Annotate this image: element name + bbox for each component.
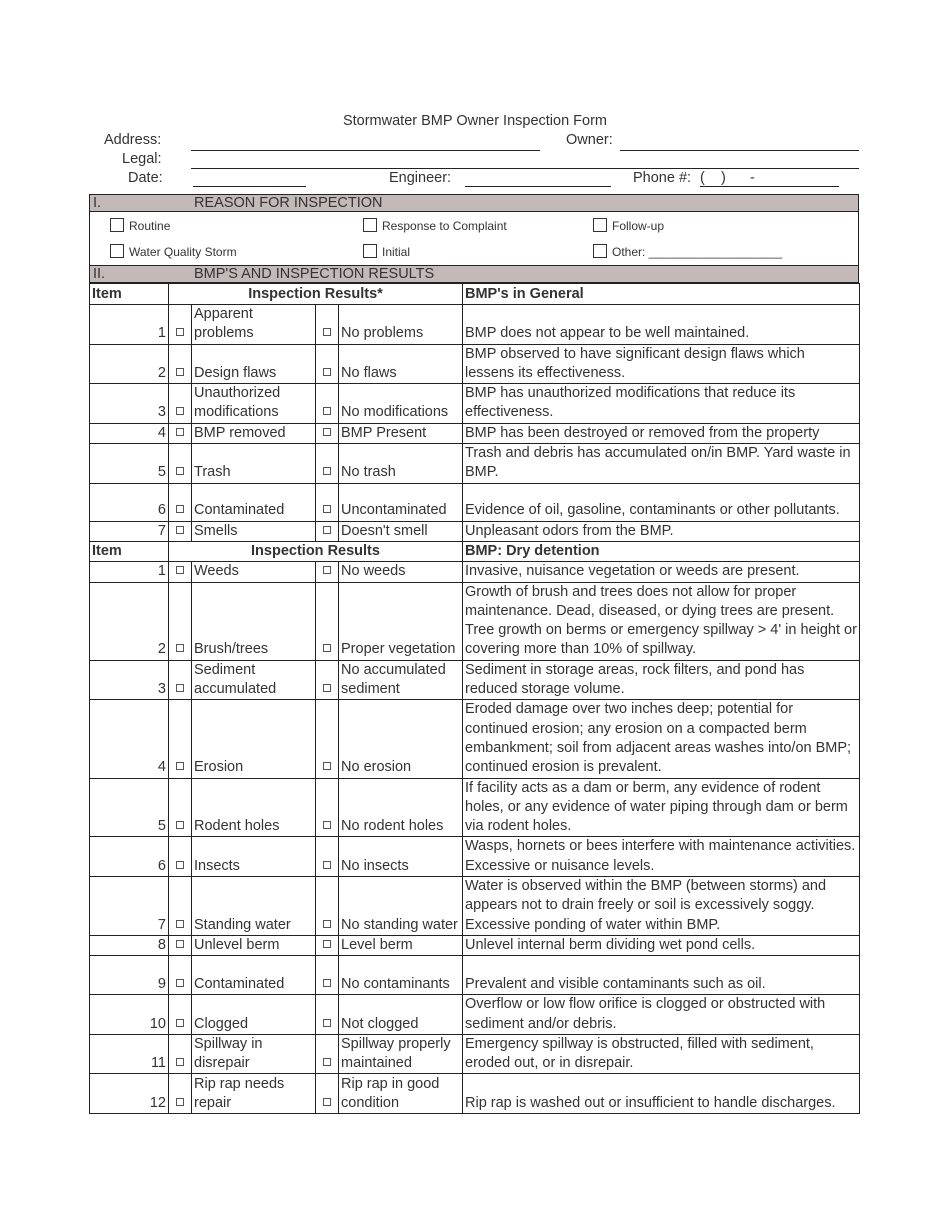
description: Invasive, nuisance vegetation or weeds are present.	[463, 562, 860, 582]
table-row	[90, 521, 860, 541]
item-number: 3	[90, 384, 169, 424]
table-row	[90, 778, 860, 837]
checkbox-icon[interactable]	[363, 218, 377, 232]
checkbox-icon[interactable]	[176, 762, 184, 770]
owner-field[interactable]	[620, 150, 859, 151]
ok-label: No rodent holes	[339, 778, 463, 837]
description: Eroded damage over two inches deep; potential for continued erosion; any erosion on a compacted berm embankment; soil from adjacent areas washes into/on BMP; continued erosion is prevalent.	[463, 700, 860, 778]
checkbox-icon[interactable]	[176, 821, 184, 829]
table-row	[90, 423, 860, 443]
checkbox-ok[interactable]	[316, 956, 339, 995]
ok-label: No trash	[339, 444, 463, 484]
phone-field[interactable]: ( ) -	[700, 170, 839, 187]
item-number: 5	[90, 444, 169, 484]
checkbox-icon[interactable]	[323, 1098, 331, 1106]
checkbox-ok[interactable]	[316, 423, 339, 443]
results-header: Inspection Results	[169, 541, 463, 561]
table-row	[90, 877, 860, 936]
checkbox-icon[interactable]	[323, 940, 331, 948]
table-row	[90, 444, 860, 484]
checkbox-icon[interactable]	[323, 368, 331, 376]
description: Unpleasant odors from the BMP.	[463, 521, 860, 541]
item-number: 8	[90, 935, 169, 955]
item-number: 1	[90, 305, 169, 345]
problem-label: Rodent holes	[192, 778, 316, 837]
description: Water is observed within the BMP (between storms) and appears not to drain freely or soil is excessively soggy. Excessive ponding of water within BMP.	[463, 877, 860, 936]
table-row	[90, 384, 860, 424]
problem-label: Unauthorized modifications	[192, 384, 316, 424]
ok-label: No flaws	[339, 344, 463, 384]
checkbox-ok[interactable]	[316, 521, 339, 541]
checkbox-icon[interactable]	[110, 244, 124, 258]
item-number: 7	[90, 521, 169, 541]
ok-label: No problems	[339, 305, 463, 345]
checkbox-icon[interactable]	[110, 218, 124, 232]
problem-label: Smells	[192, 521, 316, 541]
ok-label: No standing water	[339, 877, 463, 936]
section-title: REASON FOR INSPECTION	[194, 195, 383, 211]
item-number: 9	[90, 956, 169, 995]
checkbox-ok[interactable]	[316, 1034, 339, 1074]
checkbox-problem[interactable]	[169, 837, 192, 877]
checkbox-icon[interactable]	[176, 467, 184, 475]
description: Growth of brush and trees does not allow for proper maintenance. Dead, diseased, or dying trees are present. Tree growth on berms or emergency spillway > 4' in height or covering more than 10% of spillway.	[463, 582, 860, 660]
item-number: 7	[90, 877, 169, 936]
checkbox-problem[interactable]	[169, 384, 192, 424]
ok-label: Rip rap in good condition	[339, 1074, 463, 1114]
table-header-row	[90, 284, 860, 305]
problem-label: Spillway in disrepair	[192, 1034, 316, 1074]
ok-label: No modifications	[339, 384, 463, 424]
problem-label: Apparent problems	[192, 305, 316, 345]
checkbox-problem[interactable]	[169, 423, 192, 443]
option-other[interactable]: Other: ____________________	[593, 244, 782, 259]
reason-options	[89, 212, 859, 265]
checkbox-icon[interactable]	[176, 407, 184, 415]
checkbox-ok[interactable]	[316, 384, 339, 424]
problem-label: Brush/trees	[192, 582, 316, 660]
checkbox-icon[interactable]	[323, 467, 331, 475]
table-row	[90, 1034, 860, 1074]
checkbox-problem[interactable]	[169, 877, 192, 936]
date-field[interactable]	[193, 186, 306, 187]
checkbox-icon[interactable]	[176, 979, 184, 987]
item-number: 3	[90, 660, 169, 700]
checkbox-ok[interactable]	[316, 935, 339, 955]
problem-label: Sediment accumulated	[192, 660, 316, 700]
date-label: Date:	[128, 170, 163, 186]
checkbox-icon[interactable]	[176, 368, 184, 376]
item-header: Item	[90, 284, 169, 305]
results-header: Inspection Results*	[169, 284, 463, 305]
item-number: 2	[90, 582, 169, 660]
checkbox-icon[interactable]	[176, 940, 184, 948]
checkbox-ok[interactable]	[316, 444, 339, 484]
checkbox-ok[interactable]	[316, 877, 339, 936]
checkbox-icon[interactable]	[323, 407, 331, 415]
checkbox-icon[interactable]	[323, 505, 331, 513]
item-number: 10	[90, 995, 169, 1035]
table-row	[90, 935, 860, 955]
checkbox-icon[interactable]	[323, 979, 331, 987]
checkbox-icon[interactable]	[323, 821, 331, 829]
checkbox-ok[interactable]	[316, 483, 339, 521]
checkbox-icon[interactable]	[593, 244, 607, 258]
item-number: 12	[90, 1074, 169, 1114]
bmp-header: BMP: Dry detention	[463, 541, 860, 561]
problem-label: Weeds	[192, 562, 316, 582]
description: Unlevel internal berm dividing wet pond cells.	[463, 935, 860, 955]
table-row	[90, 1074, 860, 1114]
checkbox-ok[interactable]	[316, 562, 339, 582]
form-title: Stormwater BMP Owner Inspection Form	[342, 113, 608, 129]
bmp-header: BMP's in General	[463, 284, 860, 305]
table-row	[90, 995, 860, 1035]
checkbox-problem[interactable]	[169, 344, 192, 384]
checkbox-icon[interactable]	[176, 328, 184, 336]
table-row	[90, 344, 860, 384]
problem-label: Insects	[192, 837, 316, 877]
legal-label: Legal:	[122, 151, 162, 167]
ok-label: Doesn't smell	[339, 521, 463, 541]
checkbox-ok[interactable]	[316, 778, 339, 837]
section-results-header	[89, 265, 859, 283]
checkbox-icon[interactable]	[323, 428, 331, 436]
checkbox-problem[interactable]	[169, 700, 192, 778]
table-row	[90, 483, 860, 521]
checkbox-icon[interactable]	[176, 428, 184, 436]
checkbox-ok[interactable]	[316, 1074, 339, 1114]
checkbox-problem[interactable]	[169, 995, 192, 1035]
checkbox-problem[interactable]	[169, 956, 192, 995]
owner-label: Owner:	[566, 132, 613, 148]
item-number: 5	[90, 778, 169, 837]
checkbox-ok[interactable]	[316, 344, 339, 384]
ok-label: Not clogged	[339, 995, 463, 1035]
checkbox-icon[interactable]	[176, 644, 184, 652]
checkbox-icon[interactable]	[593, 218, 607, 232]
checkbox-icon[interactable]	[176, 684, 184, 692]
problem-label: Trash	[192, 444, 316, 484]
checkbox-icon[interactable]	[323, 1058, 331, 1066]
problem-label: Design flaws	[192, 344, 316, 384]
checkbox-problem[interactable]	[169, 1034, 192, 1074]
address-label: Address:	[104, 132, 162, 148]
checkbox-problem[interactable]	[169, 935, 192, 955]
option-response-to-complaint[interactable]: Response to Complaint	[363, 218, 507, 233]
ok-label: Proper vegetation	[339, 582, 463, 660]
checkbox-problem[interactable]	[169, 778, 192, 837]
checkbox-icon[interactable]	[323, 920, 331, 928]
problem-label: Rip rap needs repair	[192, 1074, 316, 1114]
checkbox-icon[interactable]	[363, 244, 377, 258]
description: BMP does not appear to be well maintained.	[463, 305, 860, 345]
item-number: 6	[90, 837, 169, 877]
inspection-table	[89, 283, 860, 1114]
description: Prevalent and visible contaminants such as oil.	[463, 956, 860, 995]
checkbox-icon[interactable]	[323, 861, 331, 869]
item-number: 4	[90, 700, 169, 778]
ok-label: BMP Present	[339, 423, 463, 443]
item-header: Item	[90, 541, 169, 561]
ok-label: Uncontaminated	[339, 483, 463, 521]
engineer-field[interactable]	[465, 186, 611, 187]
legal-field[interactable]	[191, 168, 859, 169]
item-number: 1	[90, 562, 169, 582]
problem-label: Contaminated	[192, 956, 316, 995]
section-reason-header	[89, 194, 859, 212]
ok-label: Level berm	[339, 935, 463, 955]
description: BMP observed to have significant design flaws which lessens its effectiveness.	[463, 344, 860, 384]
description: BMP has been destroyed or removed from the property	[463, 423, 860, 443]
problem-label: Standing water	[192, 877, 316, 936]
ok-label: No insects	[339, 837, 463, 877]
checkbox-ok[interactable]	[316, 305, 339, 345]
checkbox-problem[interactable]	[169, 562, 192, 582]
description: Evidence of oil, gasoline, contaminants or other pollutants.	[463, 483, 860, 521]
option-routine[interactable]: Routine	[110, 218, 170, 233]
table-row	[90, 305, 860, 345]
section-title: BMP'S AND INSPECTION RESULTS	[194, 266, 435, 282]
description: BMP has unauthorized modifications that reduce its effectiveness.	[463, 384, 860, 424]
checkbox-problem[interactable]	[169, 582, 192, 660]
description: Wasps, hornets or bees interfere with maintenance activities. Excessive or nuisance levels.	[463, 837, 860, 877]
checkbox-problem[interactable]	[169, 660, 192, 700]
item-number: 4	[90, 423, 169, 443]
table-row	[90, 562, 860, 582]
description: Rip rap is washed out or insufficient to handle discharges.	[463, 1074, 860, 1114]
option-water-quality-storm[interactable]: Water Quality Storm	[110, 244, 237, 259]
checkbox-ok[interactable]	[316, 700, 339, 778]
checkbox-icon[interactable]	[176, 526, 184, 534]
ok-label: No accumulated sediment	[339, 660, 463, 700]
checkbox-ok[interactable]	[316, 837, 339, 877]
checkbox-icon[interactable]	[323, 644, 331, 652]
table-row	[90, 582, 860, 660]
checkbox-icon[interactable]	[323, 1019, 331, 1027]
checkbox-icon[interactable]	[176, 505, 184, 513]
checkbox-icon[interactable]	[176, 1098, 184, 1106]
checkbox-ok[interactable]	[316, 995, 339, 1035]
checkbox-problem[interactable]	[169, 1074, 192, 1114]
description: Overflow or low flow orifice is clogged or obstructed with sediment and/or debris.	[463, 995, 860, 1035]
item-number: 11	[90, 1034, 169, 1074]
item-number: 6	[90, 483, 169, 521]
section-number: I.	[93, 195, 102, 211]
checkbox-icon[interactable]	[176, 1058, 184, 1066]
engineer-label: Engineer:	[389, 170, 452, 186]
checkbox-icon[interactable]	[176, 566, 184, 574]
table-row	[90, 700, 860, 778]
checkbox-problem[interactable]	[169, 305, 192, 345]
checkbox-icon[interactable]	[323, 328, 331, 336]
description: Trash and debris has accumulated on/in BMP. Yard waste in BMP.	[463, 444, 860, 484]
description: Sediment in storage areas, rock filters, and pond has reduced storage volume.	[463, 660, 860, 700]
ok-label: No weeds	[339, 562, 463, 582]
problem-label: Clogged	[192, 995, 316, 1035]
checkbox-icon[interactable]	[323, 684, 331, 692]
address-field[interactable]	[191, 150, 540, 151]
ok-label: No erosion	[339, 700, 463, 778]
checkbox-ok[interactable]	[316, 582, 339, 660]
table-header-row	[90, 541, 860, 561]
item-number: 2	[90, 344, 169, 384]
table-row	[90, 837, 860, 877]
section-number: II.	[93, 266, 106, 282]
checkbox-icon[interactable]	[176, 1019, 184, 1027]
option-follow-up[interactable]: Follow-up	[593, 218, 664, 233]
checkbox-icon[interactable]	[176, 861, 184, 869]
checkbox-icon[interactable]	[323, 762, 331, 770]
checkbox-ok[interactable]	[316, 660, 339, 700]
ok-label: No contaminants	[339, 956, 463, 995]
table-row	[90, 956, 860, 995]
table-row	[90, 660, 860, 700]
checkbox-problem[interactable]	[169, 521, 192, 541]
option-initial[interactable]: Initial	[363, 244, 410, 259]
problem-label: Erosion	[192, 700, 316, 778]
description: Emergency spillway is obstructed, filled with sediment, eroded out, or in disrepair.	[463, 1034, 860, 1074]
problem-label: Contaminated	[192, 483, 316, 521]
description: If facility acts as a dam or berm, any evidence of rodent holes, or any evidence of water piping through dam or berm via rodent holes.	[463, 778, 860, 837]
checkbox-problem[interactable]	[169, 444, 192, 484]
checkbox-icon[interactable]	[176, 920, 184, 928]
checkbox-icon[interactable]	[323, 566, 331, 574]
checkbox-icon[interactable]	[323, 526, 331, 534]
phone-label: Phone #:	[633, 170, 692, 186]
problem-label: Unlevel berm	[192, 935, 316, 955]
problem-label: BMP removed	[192, 423, 316, 443]
ok-label: Spillway properly maintained	[339, 1034, 463, 1074]
checkbox-problem[interactable]	[169, 483, 192, 521]
